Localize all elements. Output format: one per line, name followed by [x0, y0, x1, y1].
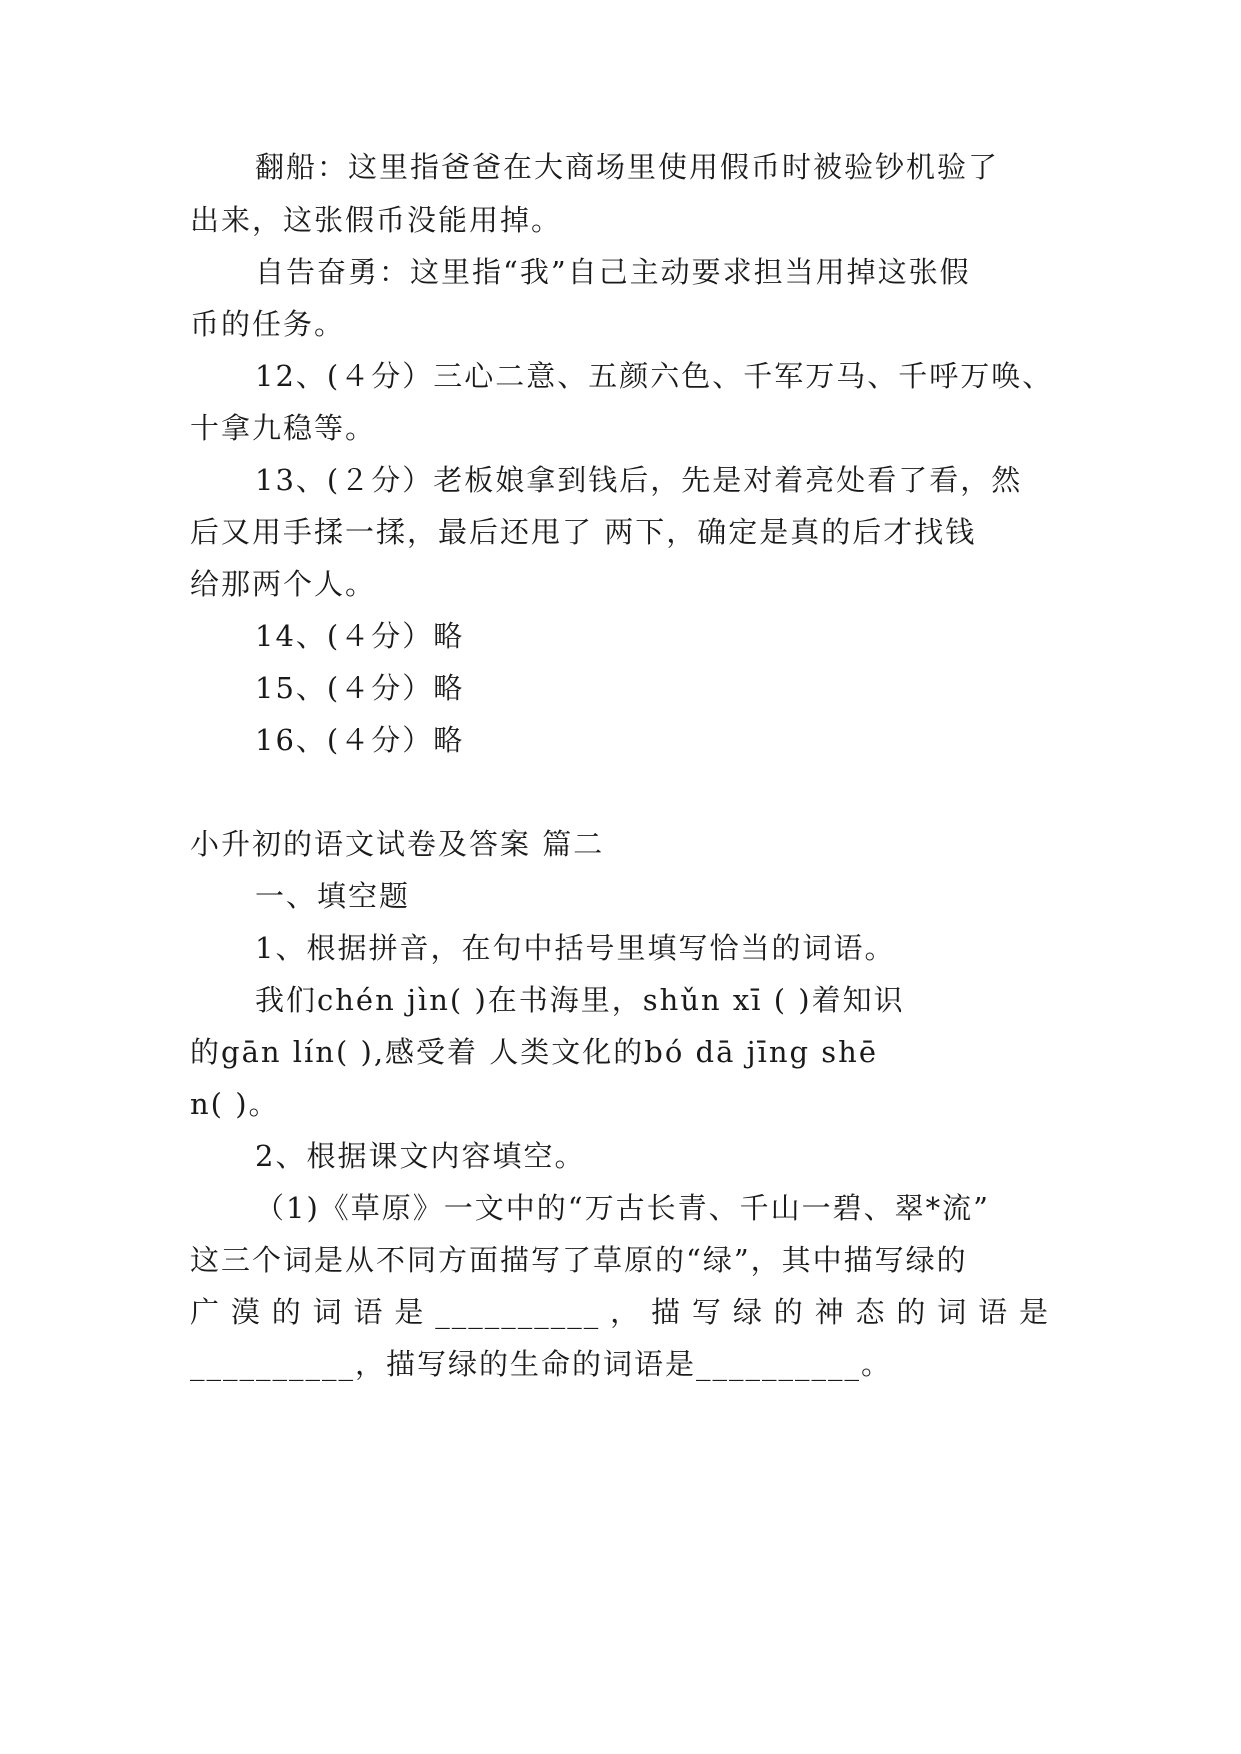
text-line: 后又用手揉一揉，最后还甩了 两下，确定是真的后才找钱: [190, 515, 977, 549]
text-line: 自告奋勇：这里指“我”自己主动要求担当用掉这张假: [255, 255, 971, 289]
text-line: __________，描写绿的生命的词语是__________。: [190, 1347, 893, 1381]
text-line: n( )。: [190, 1087, 280, 1121]
section-heading: 一、填空题: [255, 879, 411, 913]
text-line: 广漠的词语是__________，描写绿的神态的词语是: [190, 1295, 1050, 1329]
answer-14: 14、(４分）略: [255, 619, 465, 653]
answer-16: 16、(４分）略: [255, 723, 465, 757]
section-title: 小升初的语文试卷及答案 篇二: [190, 827, 605, 861]
question-2: 2、根据课文内容填空。: [255, 1139, 586, 1173]
text-line: 翻船：这里指爸爸在大商场里使用假币时被验钞机验了: [255, 150, 1000, 184]
text-line: 给那两个人。: [190, 567, 377, 601]
text-line: 这三个词是从不同方面描写了草原的“绿”，其中描写绿的: [190, 1243, 968, 1277]
answer-15: 15、(４分）略: [255, 671, 465, 705]
text-line: 12、(４分）三心二意、五颜六色、千军万马、千呼万唤、: [255, 359, 1054, 393]
question-1: 1、根据拼音，在句中括号里填写恰当的词语。: [255, 931, 896, 965]
text-line: 十拿九稳等。: [190, 411, 377, 445]
text-line: 我们chén jìn( )在书海里，shǔn xī ( )着知识: [255, 983, 905, 1017]
text-line: 13、(２分）老板娘拿到钱后，先是对着亮处看了看，然: [255, 463, 1023, 497]
text-line: （1)《草原》一文中的“万古长青、千山一碧、翠*流”: [255, 1191, 990, 1225]
text-line: 币的任务。: [190, 307, 346, 341]
text-line: 出来，这张假币没能用掉。: [190, 203, 563, 237]
text-line: 的gān lín( ),感受着 人类文化的bó dā jīng shē: [190, 1035, 879, 1069]
